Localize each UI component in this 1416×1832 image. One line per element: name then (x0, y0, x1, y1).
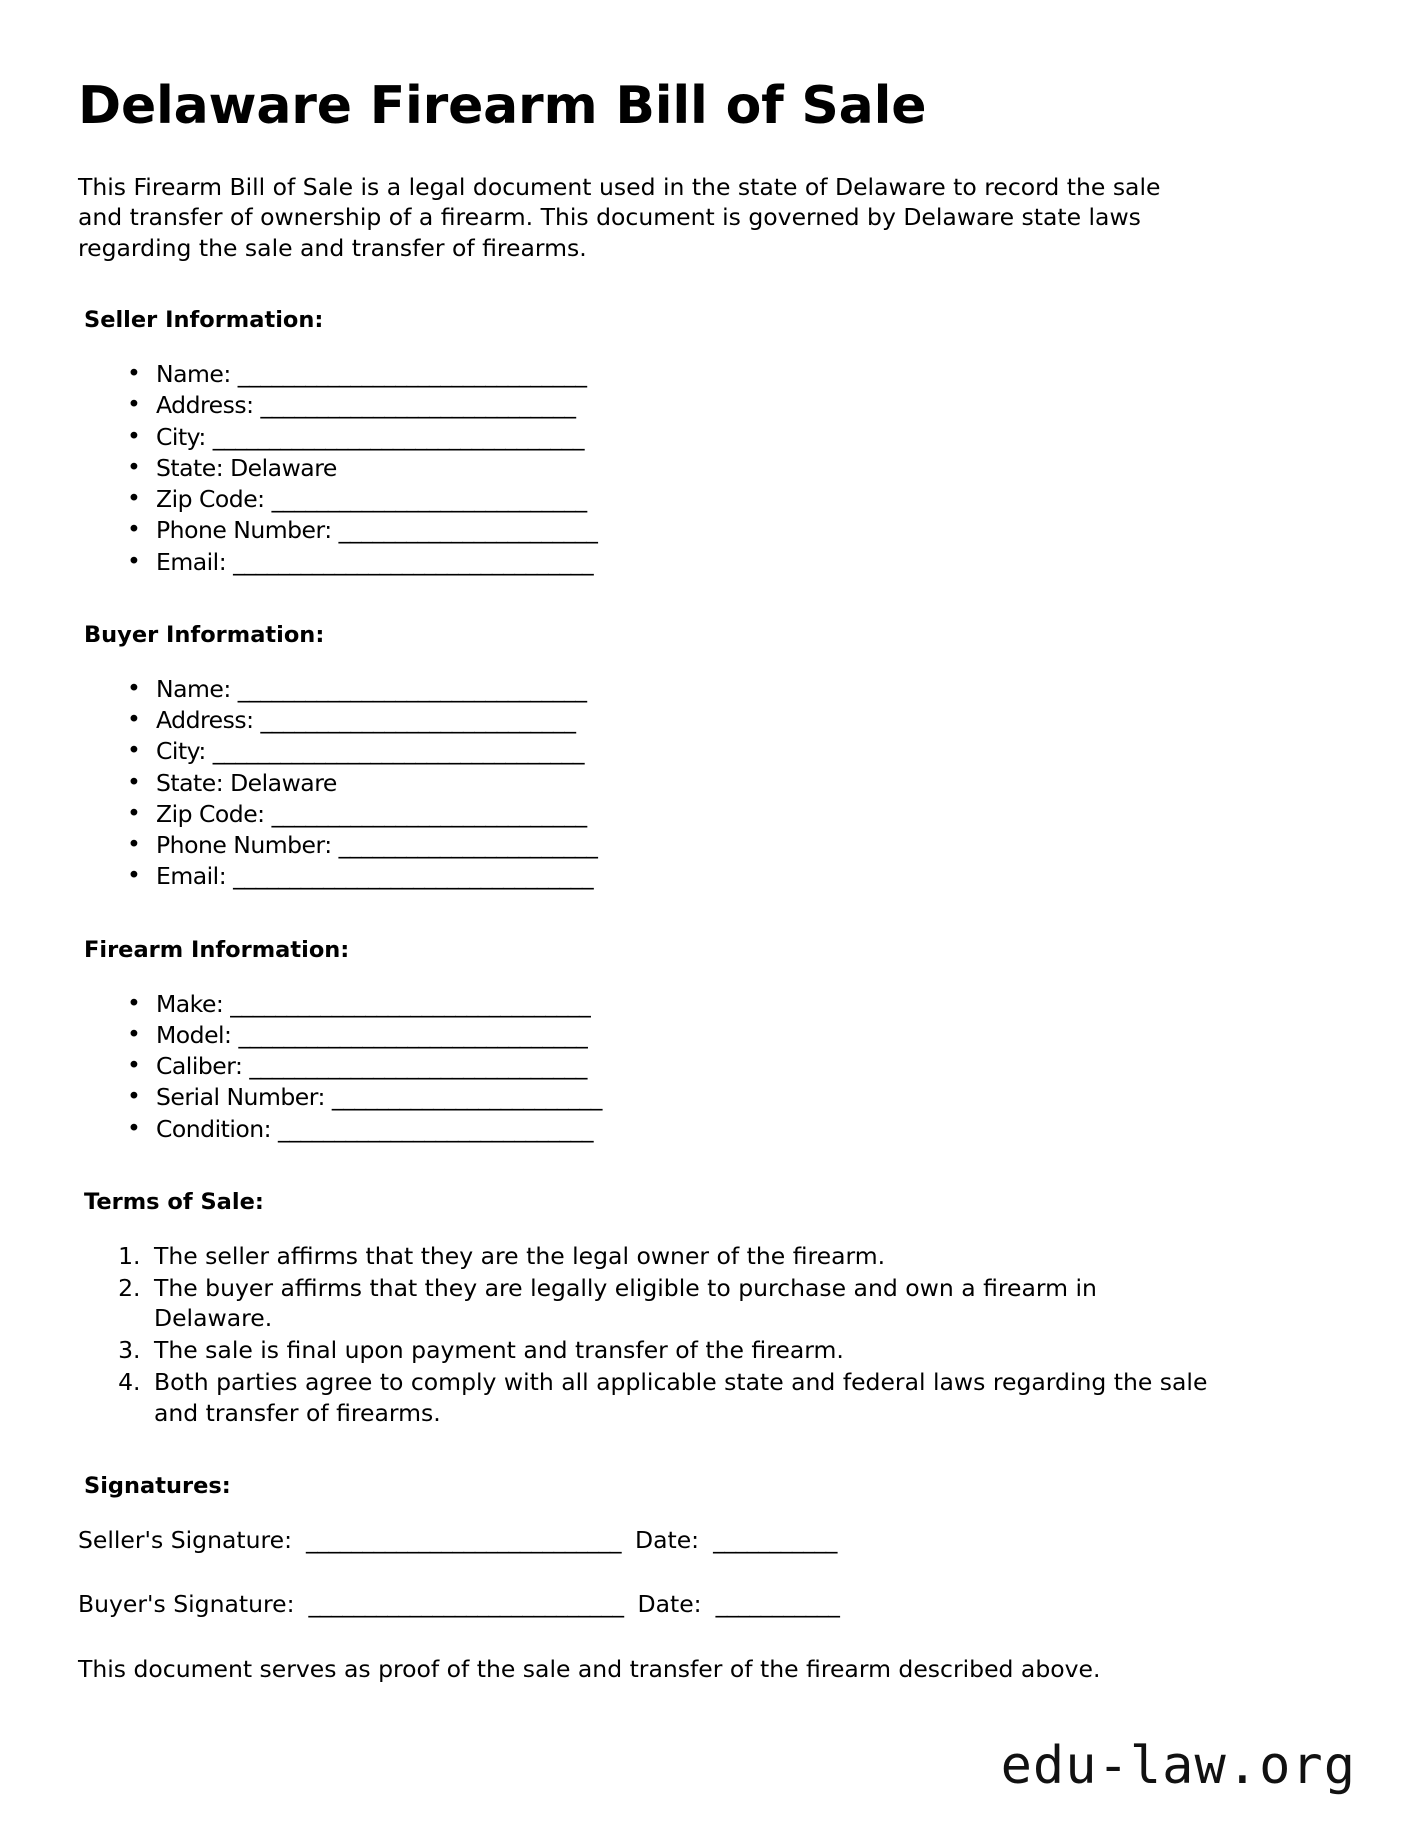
list-item (124, 705, 1352, 736)
terms-of-sale-list (78, 1241, 1208, 1429)
firearm-field-list (78, 989, 1352, 1145)
buyer-field-address: Address: ____________________________ (156, 706, 576, 735)
list-item: 3. The sale is final upon payment and transfer of the firearm. (148, 1335, 1208, 1366)
list-item (124, 736, 1352, 767)
seller-date-label: Date: (635, 1525, 700, 1554)
seller-field-email: Email: ________________________________ (156, 547, 594, 576)
list-item (124, 359, 1352, 390)
buyer-field-phone: Phone Number: _______________________ (156, 831, 598, 860)
seller-field-address: Address: ____________________________ (156, 391, 576, 420)
seller-signature-row (78, 1525, 1352, 1556)
list-item (124, 830, 1352, 861)
buyer-date-label: Date: (637, 1590, 702, 1619)
list-item (124, 799, 1352, 830)
buyer-information-heading: Buyer Information: (84, 621, 325, 648)
list-item (124, 1082, 1352, 1113)
buyer-field-email: Email: ________________________________ (156, 862, 594, 891)
buyer-date-blank[interactable]: ___________ (715, 1590, 840, 1619)
seller-field-phone: Phone Number: _______________________ (156, 516, 598, 545)
list-item (124, 861, 1352, 892)
buyer-field-city: City: _________________________________ (156, 737, 584, 766)
buyer-field-list (78, 674, 1352, 893)
closing-paragraph: This document serves as proof of the sale and transfer of the firearm described above. (78, 1654, 1101, 1683)
signatures-heading: Signatures: (84, 1472, 231, 1499)
list-item (124, 484, 1352, 515)
seller-field-city: City: _________________________________ (156, 422, 584, 451)
buyer-field-zip: Zip Code: ____________________________ (156, 799, 587, 828)
buyer-field-state: State: Delaware (156, 768, 337, 797)
list-item (124, 768, 1352, 799)
list-item (124, 674, 1352, 705)
list-item: 4. Both parties agree to comply with all applicable state and federal laws regarding the sale and transfer of firearms. (148, 1367, 1208, 1429)
firearm-field-caliber: Caliber: ______________________________ (156, 1052, 587, 1081)
seller-signature-label: Seller's Signature: (78, 1525, 293, 1554)
seller-information-heading: Seller Information: (84, 307, 324, 334)
buyer-field-name: Name: _______________________________ (156, 674, 587, 703)
seller-field-state: State: Delaware (156, 453, 337, 482)
list-item (124, 1114, 1352, 1145)
seller-date-blank[interactable]: ___________ (713, 1525, 837, 1554)
firearm-field-make: Make: ________________________________ (156, 989, 591, 1018)
buyer-signature-row (78, 1589, 1352, 1620)
seller-field-list (78, 359, 1352, 578)
list-item (124, 515, 1352, 546)
list-item (124, 1051, 1352, 1082)
buyer-signature-label: Buyer's Signature: (78, 1590, 295, 1619)
seller-field-name: Name: _______________________________ (156, 360, 587, 389)
firearm-field-serial-number: Serial Number: ________________________ (156, 1083, 602, 1112)
list-item (124, 1020, 1352, 1051)
list-item: 2. The buyer affirms that they are legally eligible to purchase and own a firearm in Delaware. (148, 1273, 1208, 1335)
firearm-field-model: Model: _______________________________ (156, 1020, 588, 1049)
list-item (124, 453, 1352, 484)
list-item (124, 989, 1352, 1020)
firearm-information-heading: Firearm Information: (84, 936, 350, 963)
intro-paragraph: This Firearm Bill of Sale is a legal document used in the state of Delaware to record the sale and transfer of ownership of a firearm. This document is governed by Delaware state laws regarding the sale and transfer of firearms. (78, 173, 1161, 262)
terms-of-sale-heading: Terms of Sale: (84, 1188, 264, 1215)
list-item (124, 422, 1352, 453)
seller-field-zip: Zip Code: ____________________________ (156, 485, 587, 514)
seller-signature-blank[interactable]: ____________________________ (306, 1525, 622, 1554)
list-item (124, 390, 1352, 421)
list-item: 1. The seller affirms that they are the legal owner of the firearm. (148, 1241, 1208, 1272)
buyer-signature-blank[interactable]: ____________________________ (308, 1590, 624, 1619)
page-title: Delaware Firearm Bill of Sale (78, 76, 927, 136)
firearm-field-condition: Condition: ____________________________ (156, 1114, 594, 1143)
list-item (124, 547, 1352, 578)
site-watermark: edu-law.org (1000, 1736, 1356, 1796)
